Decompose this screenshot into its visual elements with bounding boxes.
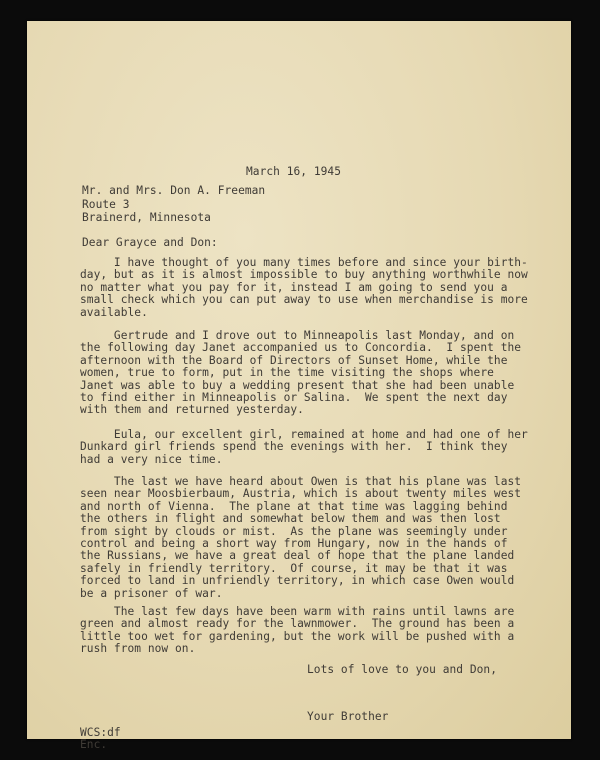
paragraph-line: to find either in Minneapolis or Salina. We spent the next day [80, 391, 508, 405]
paragraph-line: be a prisoner of war. [80, 586, 223, 600]
signature: Your Brother [307, 710, 389, 723]
paragraph-line: from sight by clouds or mist. As the plane was seemingly under [80, 524, 508, 538]
paragraph-line: afternoon with the Board of Directors of Sunset Home, while the [80, 353, 508, 367]
paragraph-line: the Russians, we have a great deal of hope that the plane landed [80, 549, 515, 563]
paragraph-owen [80, 476, 521, 600]
paragraph-line: forced to land in unfriendly territory, in which case Owen would [80, 574, 515, 588]
paragraph-line: little too wet for gardening, but the work will be pushed with a [80, 629, 515, 643]
paragraph-trip [80, 330, 521, 417]
paragraph-line: women, true to form, put in the time visiting the shops where [80, 366, 494, 380]
enclosure-note: Enc. [80, 738, 108, 751]
closing: Lots of love to you and Don, [307, 663, 497, 676]
paragraph-line: The last we have heard about Owen is that his plane was last [80, 475, 522, 488]
paragraph-line: the following day Janet accompanied us to Concordia. I spent the [80, 341, 522, 355]
paragraph-line: the others in flight and somewhat below them and was then lost [80, 512, 501, 526]
typist-initials: WCS:df [80, 726, 121, 739]
salutation: Dear Grayce and Don: [82, 236, 218, 249]
recipient-name: Mr. and Mrs. Don A. Freeman [82, 184, 266, 197]
paragraph-line: had a very nice time. [80, 452, 223, 466]
paragraph-line: control and being a short way from Hungary, now in the hands of [80, 537, 508, 551]
paragraph-line: Gertrude and I drove out to Minneapolis last Monday, and on [80, 329, 515, 342]
paragraph-line: available. [80, 305, 148, 319]
paragraph-birthday [80, 257, 528, 319]
paragraph-line: Eula, our excellent girl, remained at home and had one of her [80, 428, 528, 441]
paragraph-line: green and almost ready for the lawnmower. The ground has been a [80, 617, 515, 631]
recipient-street: Route 3 [82, 198, 130, 211]
paragraph-line: I have thought of you many times before and since your birth- [80, 256, 528, 269]
paragraph-line: and north of Vienna. The plane at that time was lagging behind [80, 499, 508, 513]
paragraph-line: The last few days have been warm with rains until lawns are [80, 605, 515, 618]
paragraph-weather [80, 606, 514, 656]
paragraph-line: small check which you can put away to use when merchandise is more [80, 293, 528, 307]
paragraph-line: no matter what you pay for it, instead I am going to send you a [80, 280, 508, 294]
letter-page [27, 21, 571, 751]
letter-date: March 16, 1945 [246, 165, 341, 178]
paragraph-line: day, but as it is almost impossible to buy anything worthwhile now [80, 268, 528, 282]
paragraph-line: Dunkard girl friends spend the evenings with her. I think they [80, 440, 508, 454]
paragraph-line: safely in friendly territory. Of course, it may be that it was [80, 561, 508, 575]
paragraph-line: rush from now on. [80, 642, 196, 656]
recipient-city: Brainerd, Minnesota [82, 211, 211, 224]
paragraph-line: seen near Moosbierbaum, Austria, which is about twenty miles west [80, 487, 522, 501]
paragraph-line: Janet was able to buy a wedding present that she had been unable [80, 378, 515, 392]
paragraph-eula [80, 429, 528, 466]
paragraph-line: with them and returned yesterday. [80, 403, 304, 417]
